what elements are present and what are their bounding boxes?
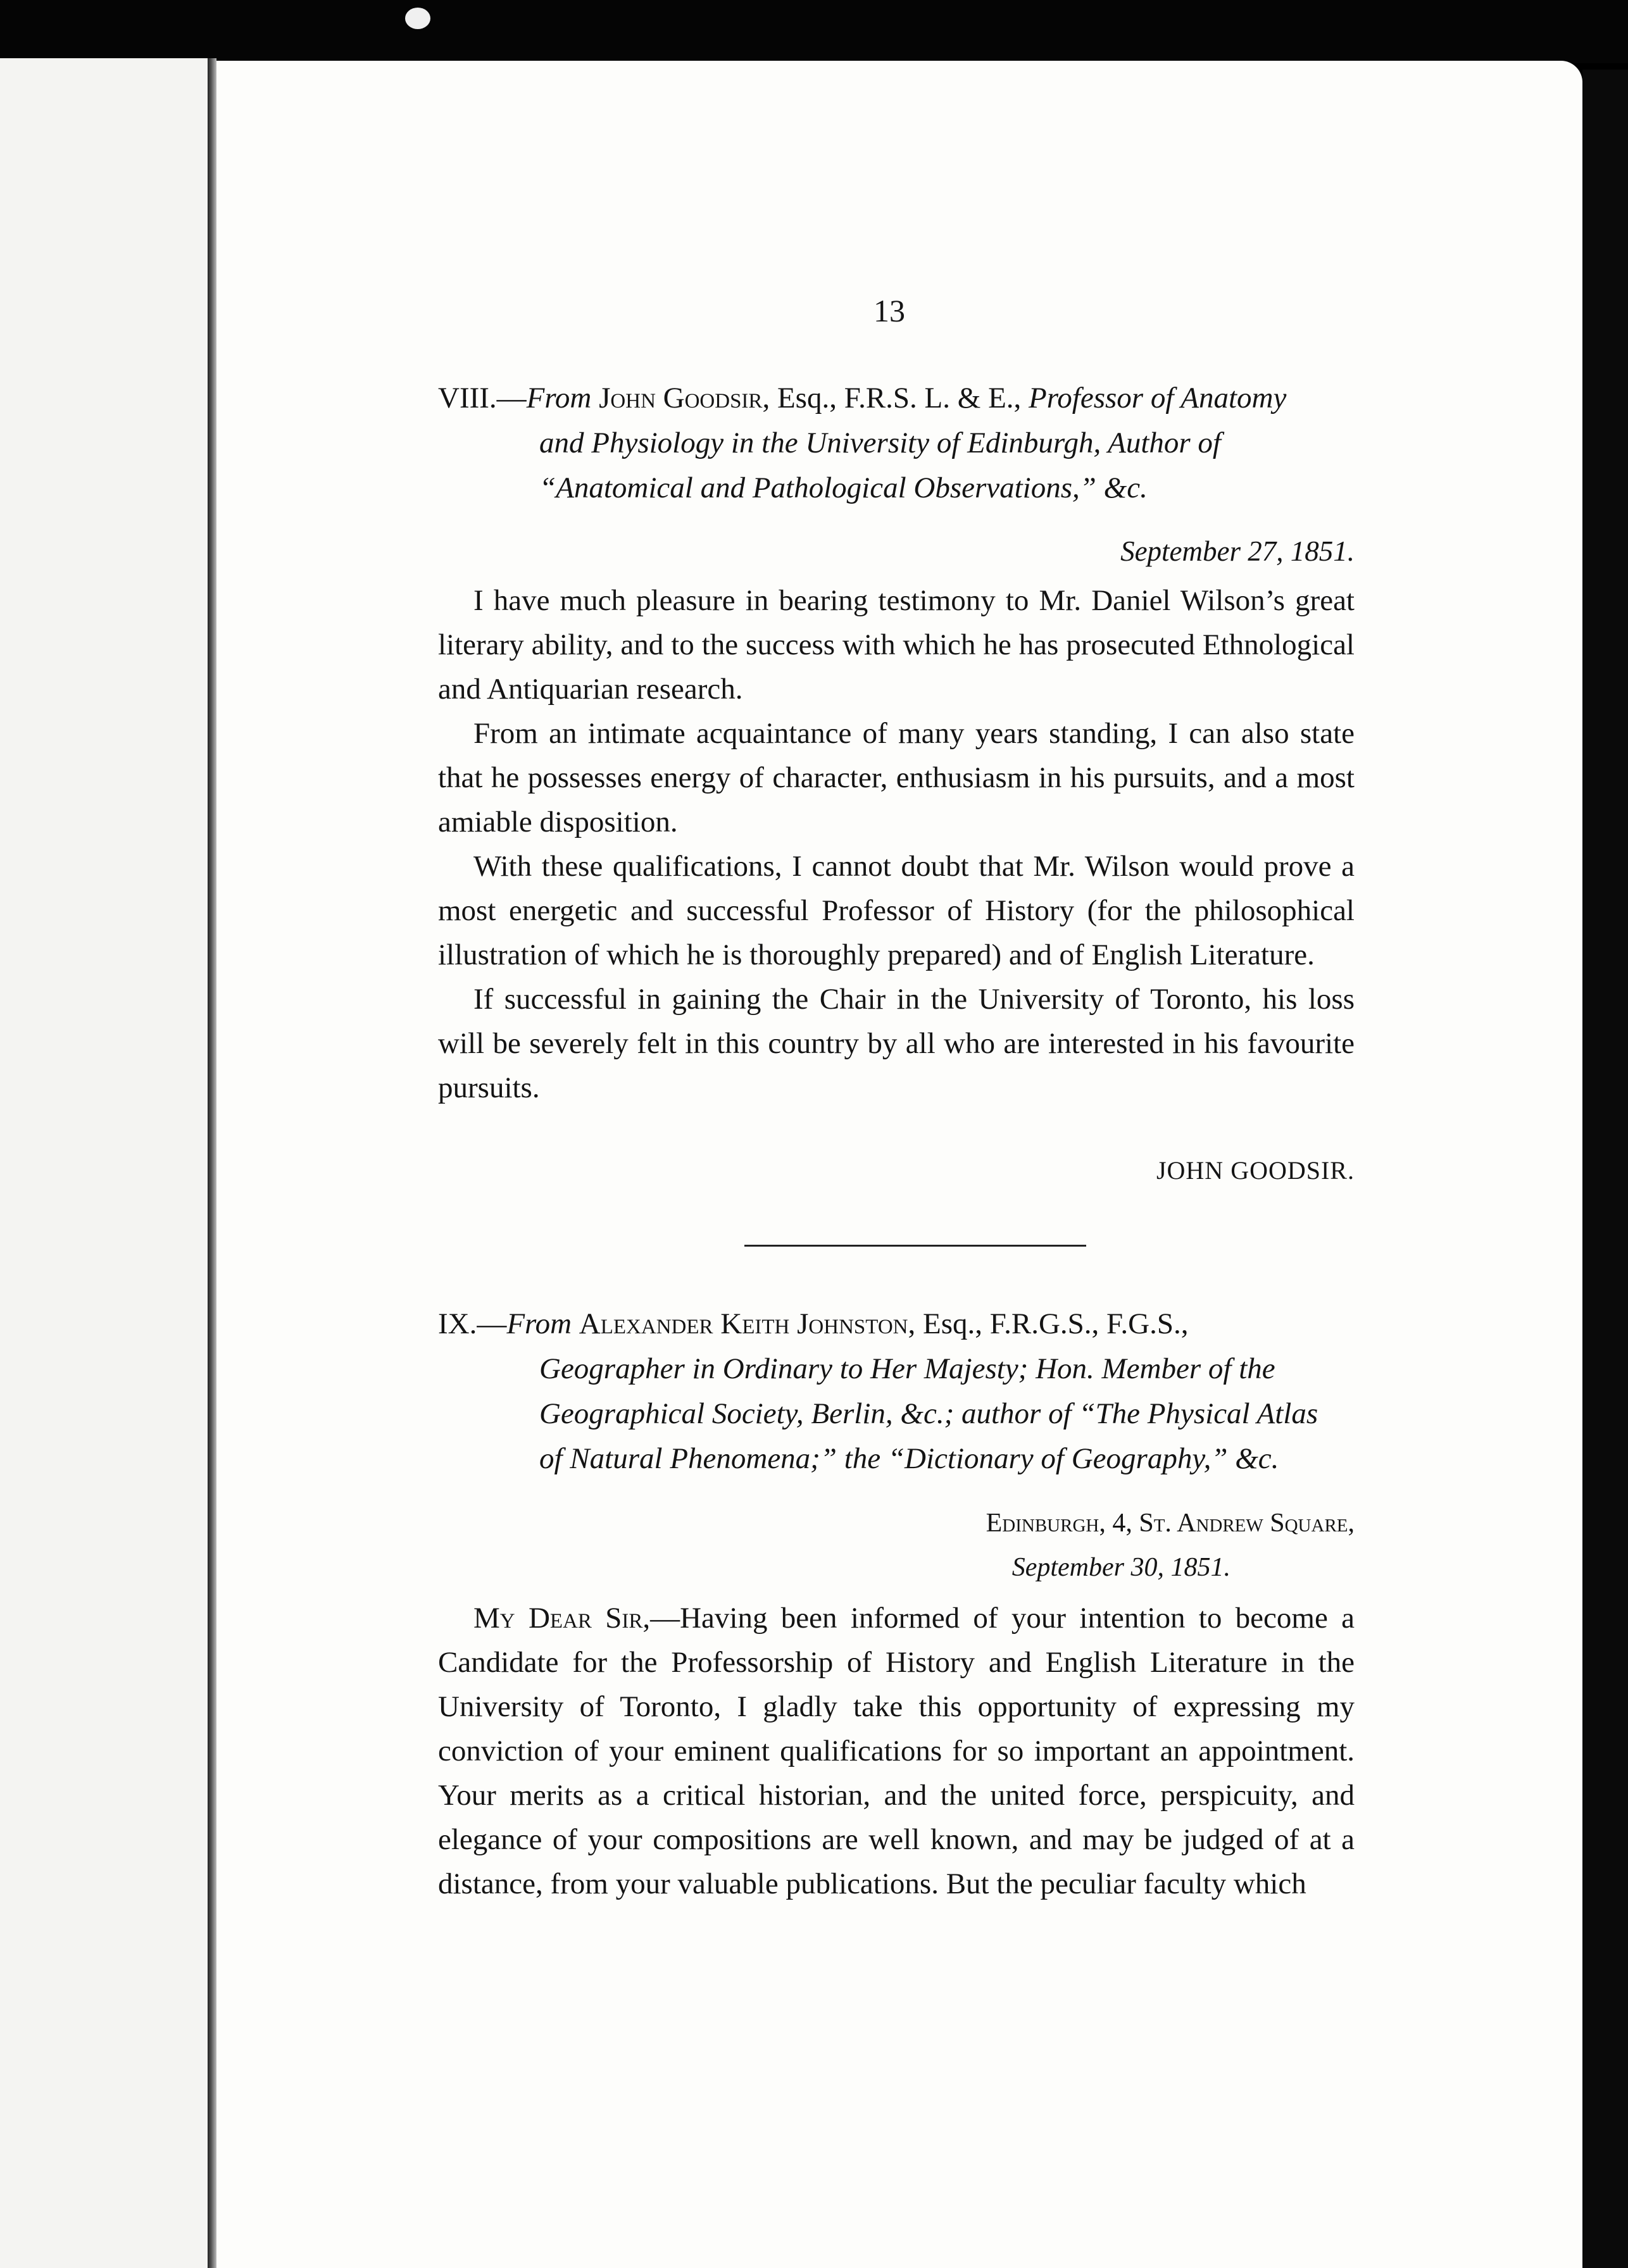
letter-ix-numeral: IX.— bbox=[438, 1307, 507, 1340]
letter-ix-salutation: My Dear Sir, bbox=[473, 1602, 651, 1635]
scan-top-border bbox=[0, 0, 1628, 63]
letter-viii-signature: JOHN GOODSIR. bbox=[1156, 1156, 1355, 1185]
letter-viii-paragraph-2: From an intimate acquaintance of many years standing, I can also state that he possesses energy of character, enthusiasm in his pursuits, and a most amiable disposition. bbox=[438, 717, 1355, 838]
letter-ix-date: September 30, 1851. bbox=[1011, 1553, 1230, 1582]
letter-viii-body bbox=[438, 578, 1355, 1110]
letter-viii-credentials: , Esq., F.R.S. L. & E., bbox=[762, 382, 1022, 414]
letter-ix-from: From bbox=[506, 1307, 572, 1340]
scan-blot bbox=[405, 8, 430, 29]
letter-viii-date-text: September 27, 1851. bbox=[1120, 535, 1355, 567]
letter-ix-credentials: , Esq., F.R.G.S., F.G.S., bbox=[908, 1307, 1189, 1340]
letter-viii-title-1: Professor of Anatomy bbox=[1029, 382, 1287, 414]
letter-viii-date bbox=[438, 535, 1380, 568]
page-number: 13 bbox=[873, 293, 905, 328]
book-gutter bbox=[208, 58, 216, 2268]
letter-ix-title-3: of Natural Phenomena;” the “Dictionary of Geography,” &c. bbox=[539, 1442, 1279, 1475]
letter-ix-body-text: —Having been informed of your intention to become a Candidate for the Professorship of History and English Literature in the University of Toronto, I gladly take this opportunity of expressing my conviction of your eminent qualifications for so important an appointment. Your merits as a critical historian, and the united force, perspicuity, and elegance of your compositions are well known, and may be judged of at a distance, from your valuable publications. But the peculiar faculty which bbox=[438, 1602, 1355, 1900]
letter-viii-title-3: “Anatomical and Pathological Observations,” &c. bbox=[539, 471, 1148, 504]
letter-ix-address-block bbox=[438, 1501, 1380, 1590]
scan-right-border bbox=[1582, 70, 1628, 2268]
letter-viii-paragraph-4: If successful in gaining the Chair in the University of Toronto, his loss will be severely felt in this country by all who are interested in his favourite pursuits. bbox=[438, 983, 1355, 1104]
letter-ix-title-1: Geographer in Ordinary to Her Majesty; Hon. Member of the bbox=[539, 1352, 1275, 1385]
letter-viii-paragraph-3: With these qualifications, I cannot doubt that Mr. Wilson would prove a most energetic and successful Professor of History (for the philosophical illustration of which he is thoroughly prepared) and of English Literature. bbox=[438, 850, 1355, 971]
letter-ix-title-2: Geographical Society, Berlin, &c.; author of “The Physical Atlas bbox=[539, 1397, 1318, 1430]
letter-ix-author: Alexander Keith Johnston bbox=[579, 1307, 908, 1340]
letter-viii-numeral: VIII.— bbox=[438, 382, 527, 414]
letter-viii-paragraph-1: I have much pleasure in bearing testimony to Mr. Daniel Wilson’s great literary ability, and to the success with which he has prosecuted Ethnological and Antiquarian research. bbox=[438, 584, 1355, 706]
letter-ix-address: Edinburgh, 4, St. Andrew Square, bbox=[986, 1509, 1355, 1538]
letter-viii-heading bbox=[438, 376, 1355, 511]
letter-viii-title-2: and Physiology in the University of Edinburgh, Author of bbox=[539, 427, 1221, 459]
letter-ix-heading bbox=[438, 1302, 1355, 1481]
letter-ix-body bbox=[438, 1596, 1355, 1906]
letter-viii-from: From bbox=[526, 382, 592, 414]
section-divider bbox=[744, 1245, 1086, 1247]
letter-viii-author: John Goodsir bbox=[599, 382, 763, 414]
facing-page-edge bbox=[0, 58, 209, 2268]
